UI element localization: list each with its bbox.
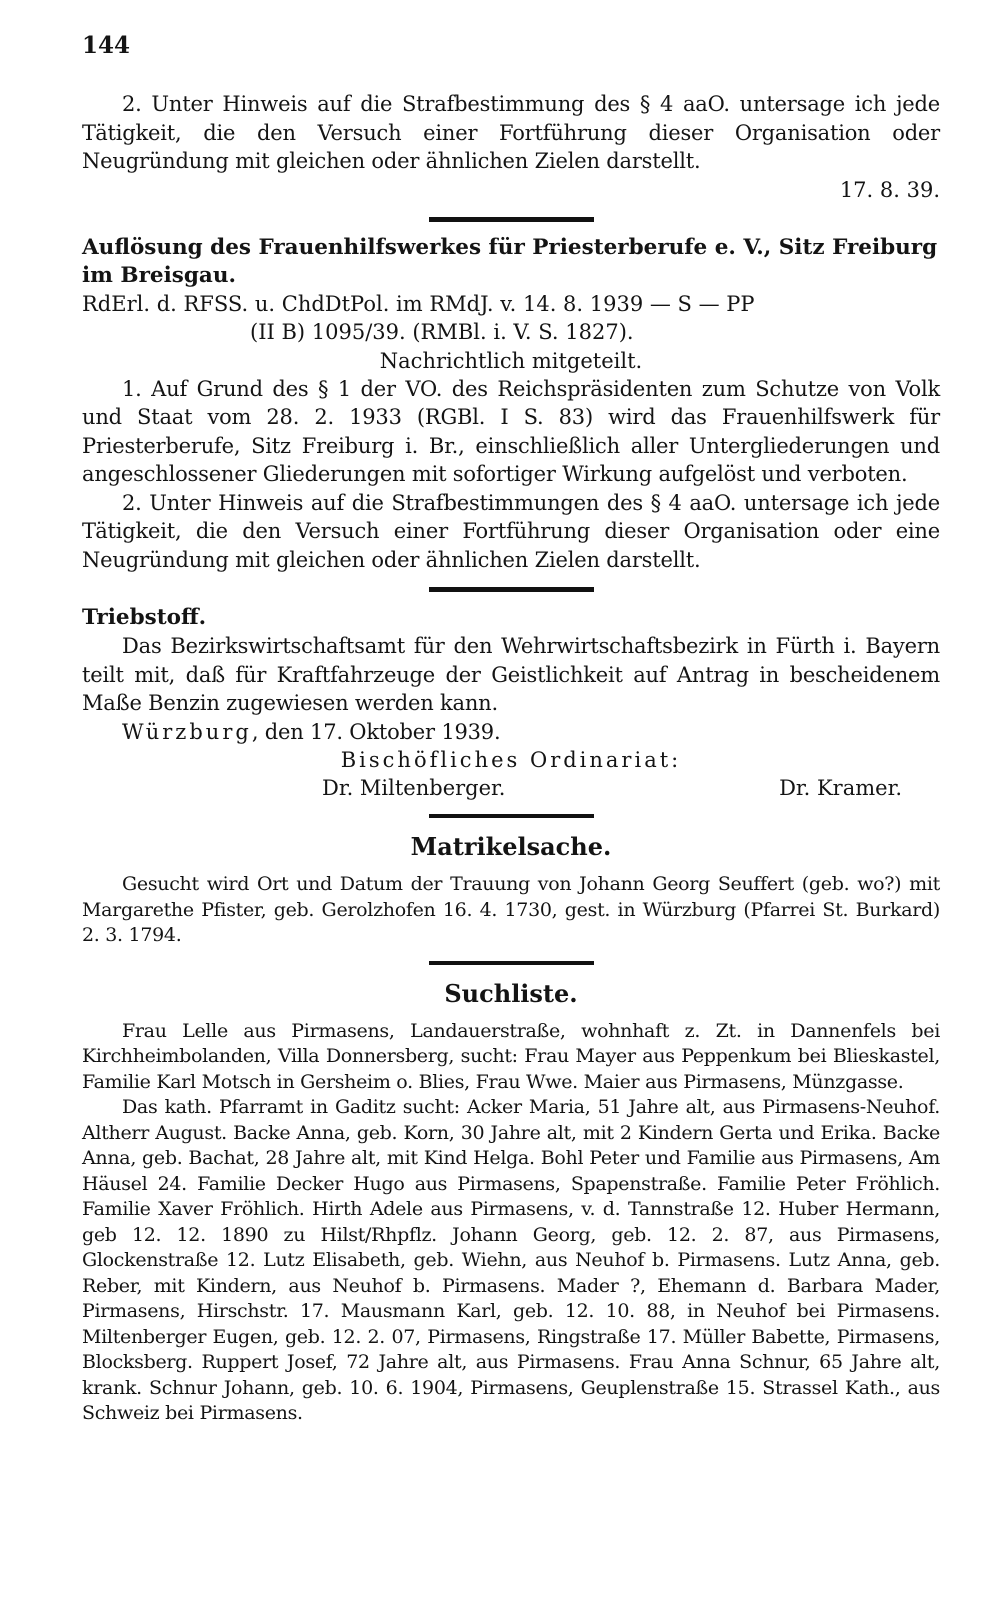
- date-line: 17. 8. 39.: [839, 177, 940, 202]
- section-divider: [429, 814, 594, 818]
- section-divider: [429, 587, 594, 592]
- paragraph-suchliste-2: Das kath. Pfarramt in Gaditz sucht: Acker Maria, 51 Jahre alt, aus Pirmasens-Neuhof. Altherr August. Backe Anna, geb. Korn, 30 Jahre alt, mit 2 Kindern Gerta und Erika. Backe Anna, geb. Bachat, 28 Jahre alt, mit Kind Helga. Bohl Peter und Familie aus Pirmasens, Am Häusel 24. Familie Decker Hugo aus Pirmasens, Spapenstraße. Familie Peter Fröhlich. Familie Xaver Fröhlich. Hirth Adele aus Pirmasens, v. d. Tannstraße 12. Huber Hermann, geb 12. 12. 1890 zu Hilst/Rhpflz. Johann Georg, geb. 12. 2. 87, aus Pirmasens, Glockenstraße 12. Lutz Elisabeth, geb. Wiehn, aus Neuhof b. Pirmasens. Lutz Anna, geb. Reber, mit Kindern, aus Neuhof b. Pirmasens. Mader ?, Ehemann d. Barbara Mader, Pirmasens, Hirschstr. 17. Mausmann Karl, geb. 12. 10. 88, in Neuhof bei Pirmasens. Miltenberger Eugen, geb. 12. 2. 07, Pirmasens, Ringstraße 17. Müller Babette, Pirmasens, Blocksberg. Ruppert Josef, 72 Jahre alt, aus Pirmasens. Frau Anna Schnur, 65 Jahre alt, krank. Schnur Johann, geb. 10. 6. 1904, Pirmasens, Geuplenstraße 15. Strassel Kath., aus Schweiz bei Pirmasens.: [82, 1096, 940, 1424]
- office-line: Bischöfliches Ordinariat:: [340, 748, 682, 772]
- paragraph-suchliste-1: Frau Lelle aus Pirmasens, Landauerstraße, wohnhaft z. Zt. in Dannenfels bei Kirchheimbolanden, Villa Donnersberg, sucht: Frau Mayer aus Peppenkum bei Blieskastel, Familie Karl Motsch in Gersheim o. Blies, Frau Wwe. Maier aus Pirmasens, Münzgasse.: [82, 1019, 940, 1093]
- section-title-suchliste: Suchliste.: [444, 978, 578, 1008]
- place-date-line: [82, 718, 940, 747]
- signature-kramer: Dr. Kramer.: [779, 776, 902, 800]
- decree-reference-line1: RdErl. d. RFSS. u. ChdDtPol. im RMdJ. v. 14. 8. 1939 — S — PP: [82, 291, 755, 316]
- paragraph-prohibition-1: 2. Unter Hinweis auf die Strafbestimmung des § 4 aaO. untersage ich jede Tätigkeit, die den Versuch einer Fortführung dieser Organisation oder Neugründung mit gleichen oder ähnlichen Zielen darstellt.: [82, 92, 940, 173]
- paragraph-matrikel: Gesucht wird Ort und Datum der Trauung von Johann Georg Seuffert (geb. wo?) mit Margarethe Pfister, geb. Gerolzhofen 16. 4. 1730, gest. in Würzburg (Pfarrei St. Burkard) 2. 3. 1794.: [82, 873, 940, 946]
- section-title-aufloesung: Auflösung des Frauenhilfswerkes für Priesterberufe e. V., Sitz Freiburg im Breisgau.: [82, 234, 938, 288]
- paragraph-prohibition-2: 2. Unter Hinweis auf die Strafbestimmungen des § 4 aaO. untersage ich jede Tätigkeit, die den Versuch einer Fortführung dieser Organisation oder eine Neugründung mit gleichen oder ähnlichen Zielen darstellt.: [82, 490, 940, 572]
- decree-reference-line2: (II B) 1095/39. (RMBl. i. V. S. 1827).: [250, 320, 634, 344]
- notice-line: Nachrichtlich mitgeteilt.: [379, 348, 643, 373]
- paragraph-dissolution: 1. Auf Grund des § 1 der VO. des Reichspräsidenten zum Schutze von Volk und Staat vom 28. 2. 1933 (RGBl. I S. 83) wird das Frauenhilfswerk für Priesterberufe, Sitz Freiburg i. Br., einschließlich aller Untergliederungen und angeschlossener Gliederungen mit sofortiger Wirkung aufgelöst und verboten.: [82, 376, 940, 486]
- place-name: Würzburg: [122, 719, 252, 744]
- paragraph-fuel: Das Bezirkswirtschaftsamt für den Wehrwirtschaftsbezirk in Fürth i. Bayern teilt mit, daß für Kraftfahrzeuge der Geistlichkeit auf Antrag in bescheidenem Maße Benzin zugewiesen werden kann.: [82, 634, 940, 715]
- section-divider: [429, 961, 594, 965]
- section-divider: [429, 217, 594, 222]
- section-title-matrikelsache: Matrikelsache.: [410, 832, 612, 861]
- signature-miltenberger: Dr. Miltenberger.: [322, 776, 506, 800]
- page-number: 144: [82, 32, 131, 59]
- place-date: , den 17. Oktober 1939.: [251, 719, 501, 744]
- section-title-triebstoff: Triebstoff.: [82, 605, 207, 630]
- signature-row: [82, 774, 940, 802]
